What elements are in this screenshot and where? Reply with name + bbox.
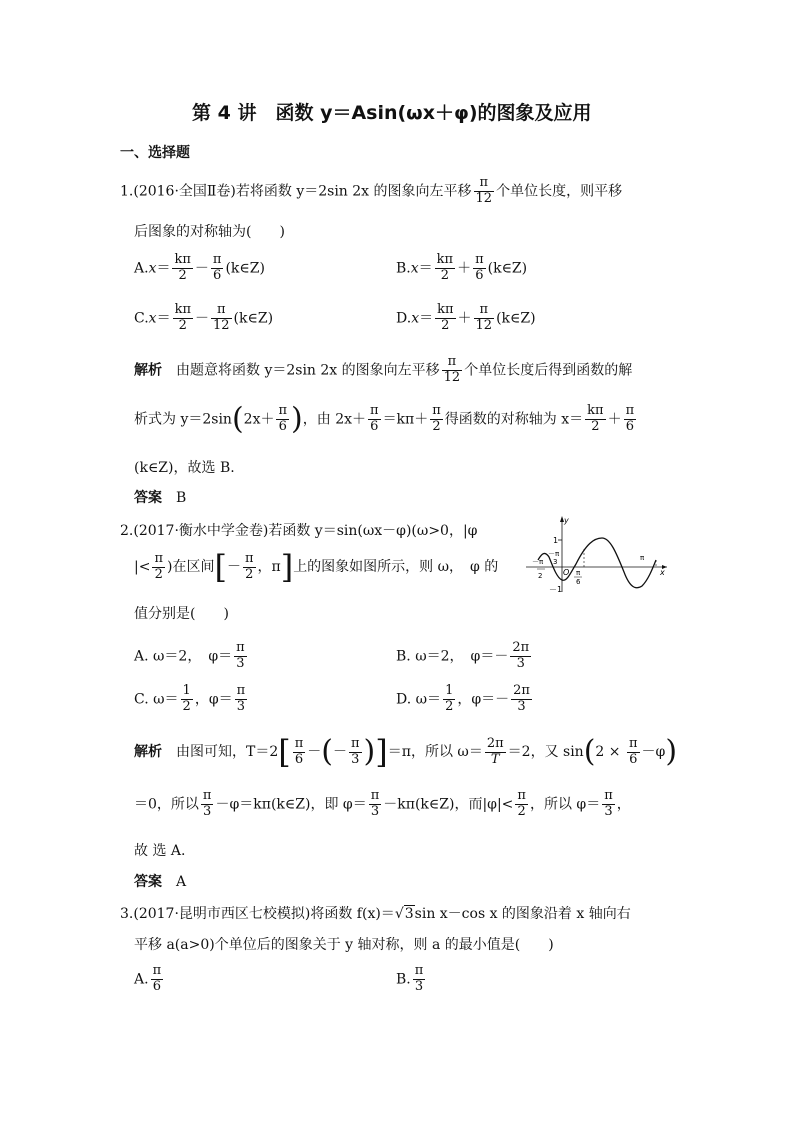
q1-option-b[interactable]: B.x＝ $\frac{k\pi}{2}$ ＋ $\frac{\pi}{6}$ (k∈Z) (396, 252, 528, 283)
q2-answer: 答案 A (134, 874, 187, 890)
q2-option-b[interactable]: B. ω＝2， φ＝－ $\frac{2\pi}{3}$ (396, 640, 530, 671)
section-heading: 一、选择题 (120, 145, 190, 161)
tick-neg-pi-2-num: －π (532, 558, 544, 566)
q3-option-b[interactable]: B. $\frac{\pi}{3}$ (396, 963, 424, 994)
q1-analysis-line2: 析式为 y＝2sin(2x＋ $\frac{\pi}{6}$ )，由 2x＋ $\frac{\pi}{6}$ ＝kπ＋ $\frac{\pi}{2}$ 得函数的对称轴为 x＝ $\frac{k\pi}{2}$ ＋ $\frac{\pi}{6}$ (134, 401, 635, 437)
x-axis-label: x (660, 568, 665, 577)
tick-neg-pi-3-den: 3 (553, 558, 558, 566)
sine-graph (524, 512, 670, 596)
page-title: 第 4 讲 函数 y＝Asin(ωx＋φ)的图象及应用 (192, 102, 592, 124)
q1-answer: 答案 B (134, 490, 187, 506)
q1-analysis-line3: (k∈Z)，故选 B. (134, 460, 235, 476)
tick-neg-pi-2-den: 2 (538, 572, 543, 580)
q2-option-c[interactable]: C. ω＝ $\frac{1}{2}$ ，φ＝ $\frac{\pi}{3}$ (134, 683, 246, 714)
origin-label: O (563, 568, 570, 577)
q1-option-a[interactable]: A.x＝ $\frac{k\pi}{2}$ － $\frac{\pi}{6}$ (k∈Z) (134, 252, 265, 283)
question-1-stem: 1.(2016·全国Ⅱ卷)若将函数 y＝2sin 2x 的图象向左平移 $\frac{\pi}{12}$ 个单位长度，则平移 (120, 175, 623, 206)
y-axis-label: y (564, 516, 569, 525)
tick-pi-6-num: π (576, 569, 581, 577)
y-tick-neg1: －1 (549, 585, 563, 594)
question-3-stem-line2: 平移 a(a>0)个单位后的图象关于 y 轴对称，则 a 的最小值是( ) (134, 937, 554, 953)
tick-pi: π (640, 554, 645, 562)
question-2-stem-line1: 2.(2017·衡水中学金卷)若函数 y＝sin(ωx－φ)(ω>0，|φ (120, 523, 478, 539)
q2-option-a[interactable]: A. ω＝2， φ＝ $\frac{\pi}{3}$ (134, 640, 245, 671)
q1-option-d[interactable]: D.x＝ $\frac{k\pi}{2}$ ＋ $\frac{\pi}{12}$ (k∈Z) (396, 302, 536, 333)
q2-analysis-line1: 解析 由图可知，T＝2[ $\frac{\pi}{6}$ －(－ $\frac{\pi}{3}$ )]＝π，所以 ω＝ $\frac{2\pi}{T}$ ＝2，又 sin(2 × $\frac{\pi}{6}$ －φ) (134, 733, 678, 771)
q1-option-c[interactable]: C.x＝ $\frac{k\pi}{2}$ － $\frac{\pi}{12}$ (k∈Z) (134, 302, 274, 333)
q3-option-a[interactable]: A. $\frac{\pi}{6}$ (134, 963, 162, 994)
question-2-stem-line2: |< $\frac{\pi}{2}$ )在区间[－ $\frac{\pi}{2}$ ，π]上的图象如图所示，则 ω， φ 的 (134, 548, 499, 586)
question-1-stem-line2: 后图象的对称轴为( ) (134, 224, 285, 240)
question-2-stem-line3: 值分别是( ) (134, 606, 229, 622)
q2-analysis-line2: ＝0，所以 $\frac{\pi}{3}$ －φ＝kπ(k∈Z)，即 φ＝ $\frac{\pi}{3}$ －kπ(k∈Z)，而|φ|< $\frac{\pi}{2}$ ，所以 φ＝ $\frac{\pi}{3}$ ， (134, 788, 631, 819)
tick-pi-6-den: 6 (576, 578, 581, 586)
q2-analysis-line3: 故 选 A. (134, 843, 186, 859)
question-3-stem-line1: 3.(2017·昆明市西区七校模拟)将函数 f(x)＝√3sin x－cos x 的图象沿着 x 轴向右 (120, 906, 631, 922)
q2-option-d[interactable]: D. ω＝ $\frac{1}{2}$ ，φ＝－ $\frac{2\pi}{3}$ (396, 683, 530, 714)
q1-analysis-line1: 解析 由题意将函数 y＝2sin 2x 的图象向左平移 $\frac{\pi}{12}$ 个单位长度后得到函数的解 (134, 354, 633, 385)
tick-neg-pi-3-num: －π (548, 550, 560, 558)
y-tick-1: 1 (553, 536, 559, 545)
